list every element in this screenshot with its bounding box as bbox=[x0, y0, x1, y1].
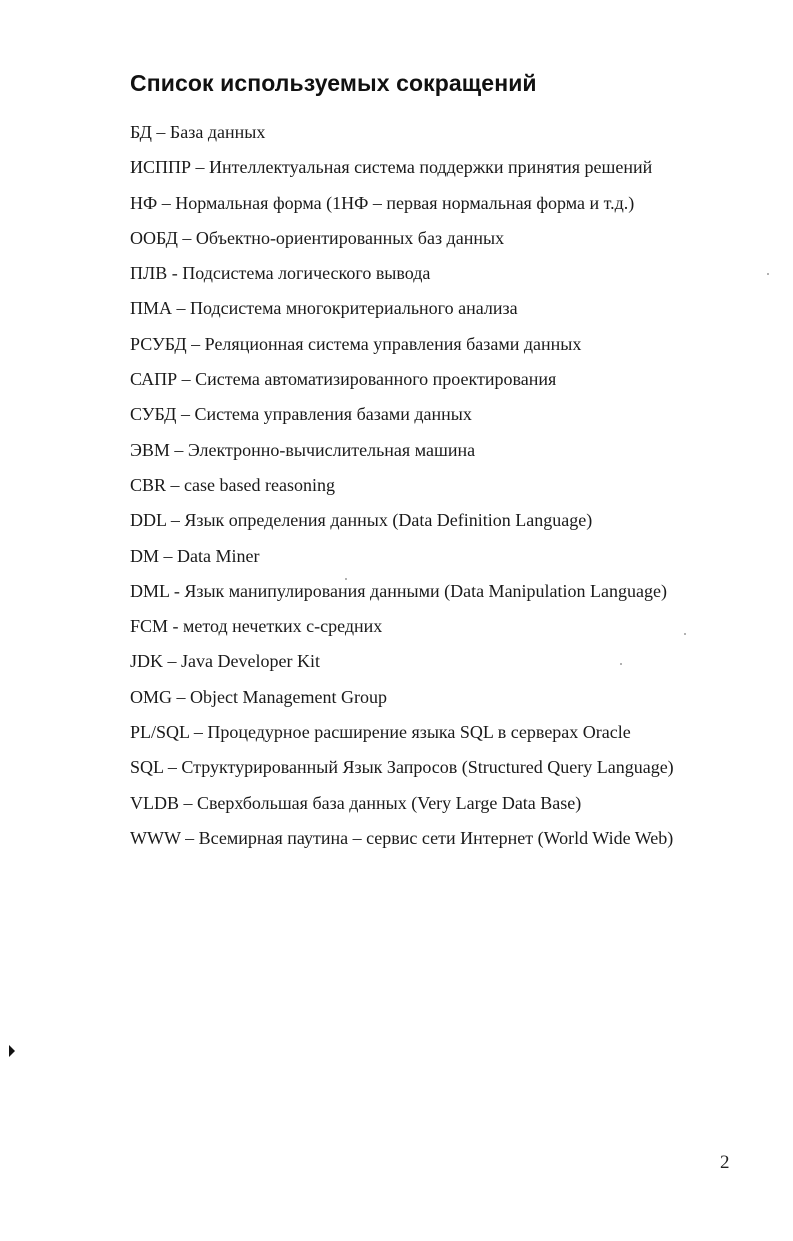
abbreviation-item: САПР – Система автоматизированного проектирования bbox=[130, 369, 557, 390]
abbreviation-item: НФ – Нормальная форма (1НФ – первая нормальная форма и т.д.) bbox=[130, 192, 635, 213]
scan-speck bbox=[684, 633, 686, 635]
abbreviation-list bbox=[130, 118, 674, 859]
abbreviation-item: РСУБД – Реляционная система управления базами данных bbox=[130, 333, 582, 354]
abbreviation-item: ПМА – Подсистема многокритериального анализа bbox=[130, 298, 518, 319]
abbreviation-item: OMG – Object Management Group bbox=[130, 686, 387, 707]
page-title: Список используемых сокращений bbox=[130, 70, 537, 96]
abbreviation-item: CBR – case based reasoning bbox=[130, 474, 335, 495]
abbreviation-item: DDL – Язык определения данных (Data Definition Language) bbox=[130, 510, 593, 531]
abbreviation-item: ЭВМ – Электронно-вычислительная машина bbox=[130, 439, 476, 460]
abbreviation-item: ИСППР – Интеллектуальная система поддержки принятия решений bbox=[130, 157, 653, 178]
scan-speck bbox=[767, 273, 769, 275]
scan-mark-icon bbox=[9, 1045, 15, 1057]
abbreviation-item: БД – База данных bbox=[130, 122, 266, 142]
abbreviation-item: JDK – Java Developer Kit bbox=[130, 651, 320, 672]
abbreviation-item: DML - Язык манипулирования данными (Data Manipulation Language) bbox=[130, 580, 668, 601]
abbreviation-item: SQL – Структурированный Язык Запросов (Structured Query Language) bbox=[130, 757, 674, 778]
abbreviation-item: WWW – Всемирная паутина – сервис сети Интернет (World Wide Web) bbox=[130, 827, 674, 848]
abbreviation-item: FCM - метод нечетких с-средних bbox=[130, 616, 383, 637]
abbreviation-item: PL/SQL – Процедурное расширение языка SQL в серверах Oracle bbox=[130, 722, 631, 743]
abbreviation-item: СУБД – Система управления базами данных bbox=[130, 404, 472, 425]
abbreviation-item: DM – Data Miner bbox=[130, 545, 260, 566]
abbreviation-item: VLDB – Сверхбольшая база данных (Very Large Data Base) bbox=[130, 792, 582, 813]
scan-speck bbox=[620, 663, 622, 665]
page-number: 2 bbox=[720, 1152, 730, 1173]
scan-speck bbox=[345, 578, 347, 580]
abbreviation-item: ПЛВ - Подсистема логического вывода bbox=[130, 263, 431, 284]
abbreviation-item: ООБД – Объектно-ориентированных баз данных bbox=[130, 227, 505, 248]
